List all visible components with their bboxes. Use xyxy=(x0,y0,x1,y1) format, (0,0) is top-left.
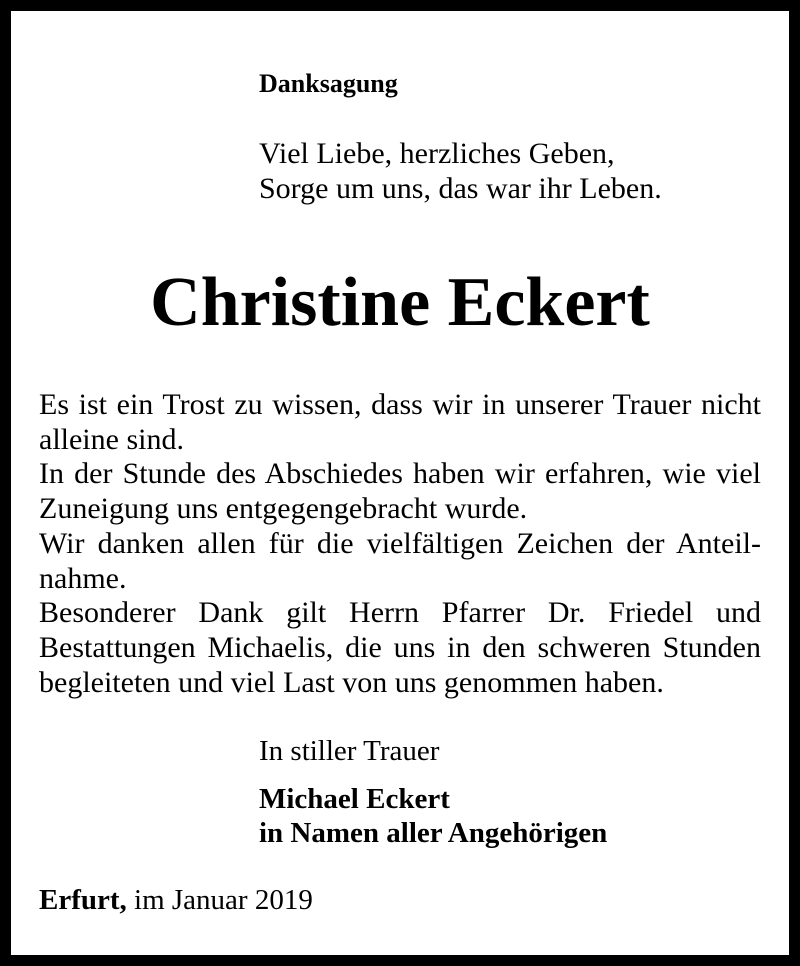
poem-line: Sorge um uns, das war ihr Leben. xyxy=(259,172,662,205)
thanks-paragraph: In der Stunde des Abschiedes haben wir erfahren, wie viel Zuneigung uns entgegengebracht wurde. xyxy=(39,457,761,526)
place-city: Erfurt, xyxy=(39,884,127,916)
place-date xyxy=(39,883,313,917)
deceased-name: Christine Eckert xyxy=(150,264,650,341)
signature-block xyxy=(259,782,607,850)
thanks-paragraph: Besonderer Dank gilt Herrn Pfarrer Dr. Friedel und Bestattungen Michaelis, die uns in den schweren Stunden begleiteten und viel Last von uns genommen haben. xyxy=(39,596,761,699)
poem-verse xyxy=(259,136,662,206)
closing-phrase xyxy=(259,734,439,768)
notice-heading: Danksagung xyxy=(259,69,398,98)
date-text: im Januar 2019 xyxy=(126,884,313,916)
thanks-text xyxy=(39,388,761,700)
closing-text: In stiller Trauer xyxy=(259,735,440,767)
thanks-paragraph: Es ist ein Trost zu wissen, dass wir in unserer Trauer nicht alleine sind. xyxy=(39,388,761,456)
signer-name: Michael Eckert xyxy=(259,783,450,815)
signer-note: in Namen aller Angehörigen xyxy=(259,817,608,849)
poem-line: Viel Liebe, herzliches Geben, xyxy=(259,137,615,170)
thanks-paragraph: Wir danken allen für die vielfältigen Zeichen der Anteilnahme. xyxy=(39,526,761,595)
